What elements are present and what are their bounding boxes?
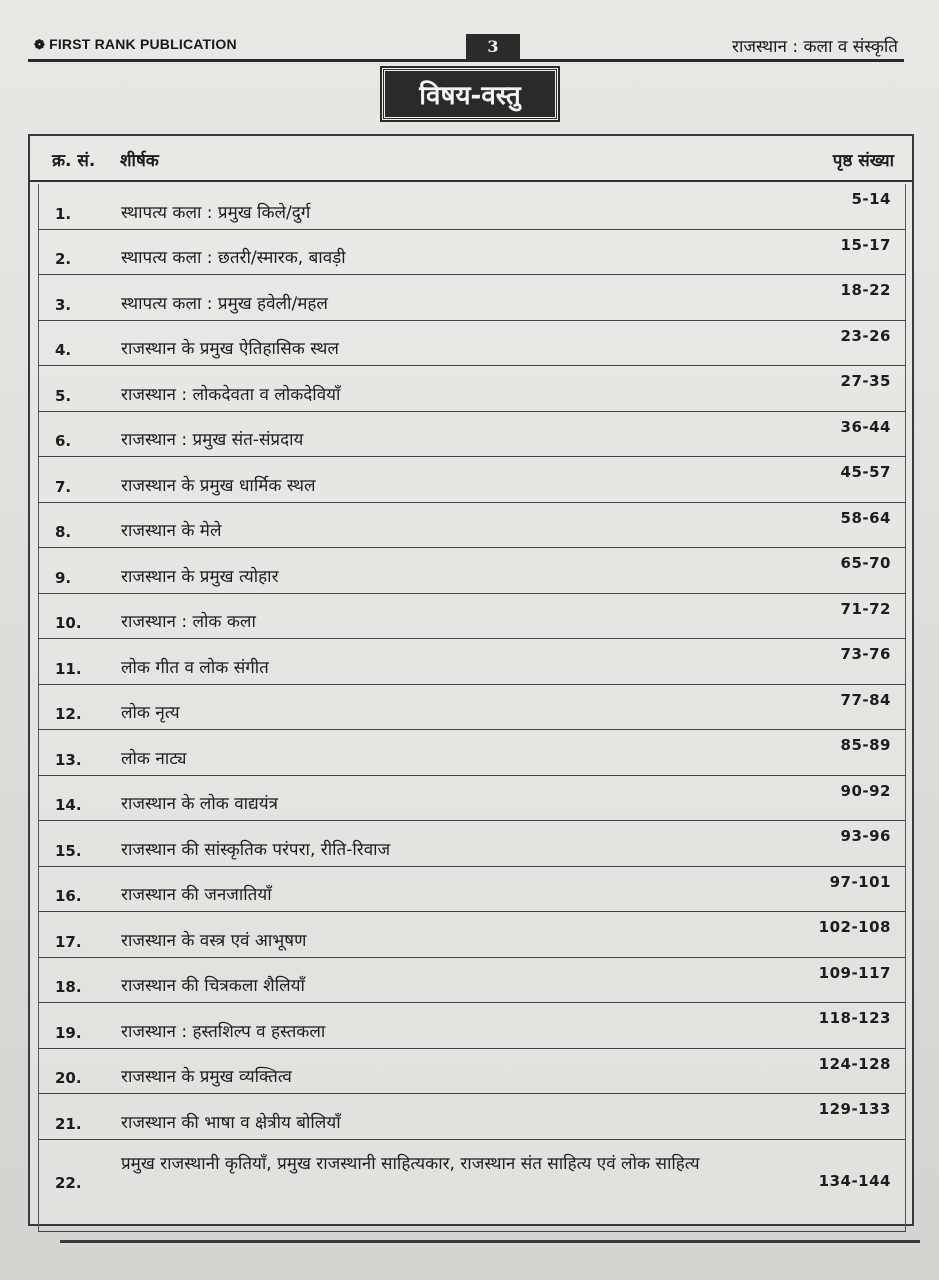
row-number: 16.: [55, 887, 82, 905]
row-number: 4.: [55, 341, 72, 359]
row-pages: 129-133: [818, 1100, 891, 1118]
row-title: राजस्थान : हस्तशिल्प व हस्तकला: [121, 1021, 326, 1042]
row-pages: 65-70: [840, 554, 891, 572]
row-pages: 85-89: [840, 736, 891, 754]
row-title: राजस्थान के वस्त्र एवं आभूषण: [121, 930, 307, 951]
column-header-title: शीर्षक: [120, 151, 159, 171]
row-pages: 90-92: [840, 781, 891, 800]
row-number: 21.: [55, 1114, 82, 1133]
row-number: 20.: [55, 1069, 82, 1087]
column-header-number: क्र. सं.: [52, 151, 96, 171]
row-number: 18.: [55, 978, 82, 996]
page-number: 3: [466, 34, 520, 60]
publisher-label: [34, 36, 237, 53]
row-title: राजस्थान के मेले: [121, 521, 222, 541]
row-number: 8.: [55, 523, 72, 541]
contents-title: विषय-वस्तु: [419, 81, 521, 111]
running-title: राजस्थान : कला व संस्कृति: [732, 37, 898, 57]
table-row: [38, 776, 906, 822]
table-row: [38, 639, 906, 685]
table-row: [38, 230, 906, 276]
row-title: राजस्थान की सांस्कृतिक परंपरा, रीति-रिवाज: [121, 839, 391, 860]
row-title: लोक गीत व लोक संगीत: [121, 657, 269, 678]
row-pages: 5-14: [851, 190, 891, 208]
row-pages: 109-117: [818, 963, 891, 982]
row-title: स्थापत्य कला : प्रमुख हवेली/महल: [121, 293, 328, 314]
row-pages: 36-44: [840, 417, 891, 436]
row-title: लोक नृत्य: [121, 703, 180, 723]
row-pages: 73-76: [840, 645, 891, 663]
table-row: [38, 503, 906, 549]
bottom-divider: [60, 1240, 920, 1243]
row-number: 7.: [55, 477, 72, 496]
row-pages: 124-128: [818, 1054, 891, 1073]
row-title: राजस्थान : लोकदेवता व लोकदेवियाँ: [121, 384, 341, 405]
contents-title-box: [382, 68, 558, 120]
row-number: 22.: [55, 1173, 82, 1192]
table-row: [38, 1003, 906, 1049]
row-title: राजस्थान के प्रमुख धार्मिक स्थल: [121, 475, 316, 496]
row-pages: 134-144: [818, 1171, 891, 1190]
row-pages: 45-57: [840, 463, 891, 481]
row-number: 9.: [55, 568, 72, 587]
row-number: 6.: [55, 432, 72, 450]
table-row: [38, 548, 906, 594]
row-title: स्थापत्य कला : प्रमुख किले/दुर्ग: [121, 202, 311, 223]
table-of-contents: [28, 134, 914, 1226]
row-number: 2.: [55, 250, 72, 268]
column-header-pages: पृष्ठ संख्या: [832, 151, 894, 171]
table-row: [38, 821, 906, 867]
row-title: राजस्थान के प्रमुख त्योहार: [121, 566, 279, 587]
row-number: 14.: [55, 796, 82, 814]
table-row: [38, 867, 906, 913]
table-row: [38, 1094, 906, 1140]
row-title: राजस्थान की जनजातियाँ: [121, 885, 272, 905]
page-header: [28, 30, 904, 62]
table-row: [38, 275, 906, 321]
row-title: राजस्थान के प्रमुख ऐतिहासिक स्थल: [121, 339, 339, 359]
table-row: [38, 1140, 906, 1232]
row-number: 13.: [55, 750, 82, 769]
row-title: राजस्थान : प्रमुख संत-संप्रदाय: [121, 430, 304, 450]
row-number: 11.: [55, 659, 82, 678]
row-pages: 23-26: [840, 326, 891, 345]
table-row: [38, 366, 906, 412]
row-title: राजस्थान की चित्रकला शैलियाँ: [121, 976, 305, 996]
row-title: राजस्थान की भाषा व क्षेत्रीय बोलियाँ: [121, 1112, 341, 1133]
row-pages: 15-17: [840, 235, 891, 254]
row-pages: 18-22: [840, 281, 891, 299]
table-header: [30, 136, 912, 182]
row-pages: 93-96: [840, 827, 891, 845]
row-number: 3.: [55, 295, 72, 314]
row-title: स्थापत्य कला : छतरी/स्मारक, बावड़ी: [121, 248, 346, 268]
table-row: [38, 594, 906, 640]
table-row: [38, 184, 906, 230]
table-row: [38, 321, 906, 367]
row-pages: 102-108: [818, 918, 891, 936]
row-number: 19.: [55, 1023, 82, 1042]
row-number: 1.: [55, 204, 72, 223]
row-title: राजस्थान के प्रमुख व्यक्तित्व: [121, 1067, 292, 1087]
publisher-logo-icon: ❁: [34, 37, 46, 52]
table-body: [38, 184, 906, 1232]
row-title: राजस्थान : लोक कला: [121, 612, 256, 632]
table-row: [38, 958, 906, 1004]
row-number: 10.: [55, 614, 82, 632]
table-row: [38, 1049, 906, 1095]
row-number: 17.: [55, 932, 82, 951]
row-pages: 97-101: [829, 872, 891, 891]
table-row: [38, 457, 906, 503]
table-row: [38, 730, 906, 776]
row-title: लोक नाट्य: [121, 748, 187, 769]
row-number: 12.: [55, 705, 82, 723]
row-title: राजस्थान के लोक वाद्ययंत्र: [121, 794, 279, 814]
row-number: 15.: [55, 841, 82, 860]
row-number: 5.: [55, 386, 72, 405]
row-pages: 118-123: [818, 1009, 891, 1027]
publisher-name: FIRST RANK PUBLICATION: [49, 36, 237, 52]
row-pages: 58-64: [840, 508, 891, 527]
row-pages: 27-35: [840, 372, 891, 390]
table-row: [38, 412, 906, 458]
row-title: प्रमुख राजस्थानी कृतियाँ, प्रमुख राजस्थानी साहित्यकार, राजस्थान संत साहित्य एवं लोक साहित्य: [121, 1153, 700, 1174]
row-pages: 77-84: [840, 690, 891, 709]
table-row: [38, 912, 906, 958]
row-pages: 71-72: [840, 599, 891, 618]
table-row: [38, 685, 906, 731]
